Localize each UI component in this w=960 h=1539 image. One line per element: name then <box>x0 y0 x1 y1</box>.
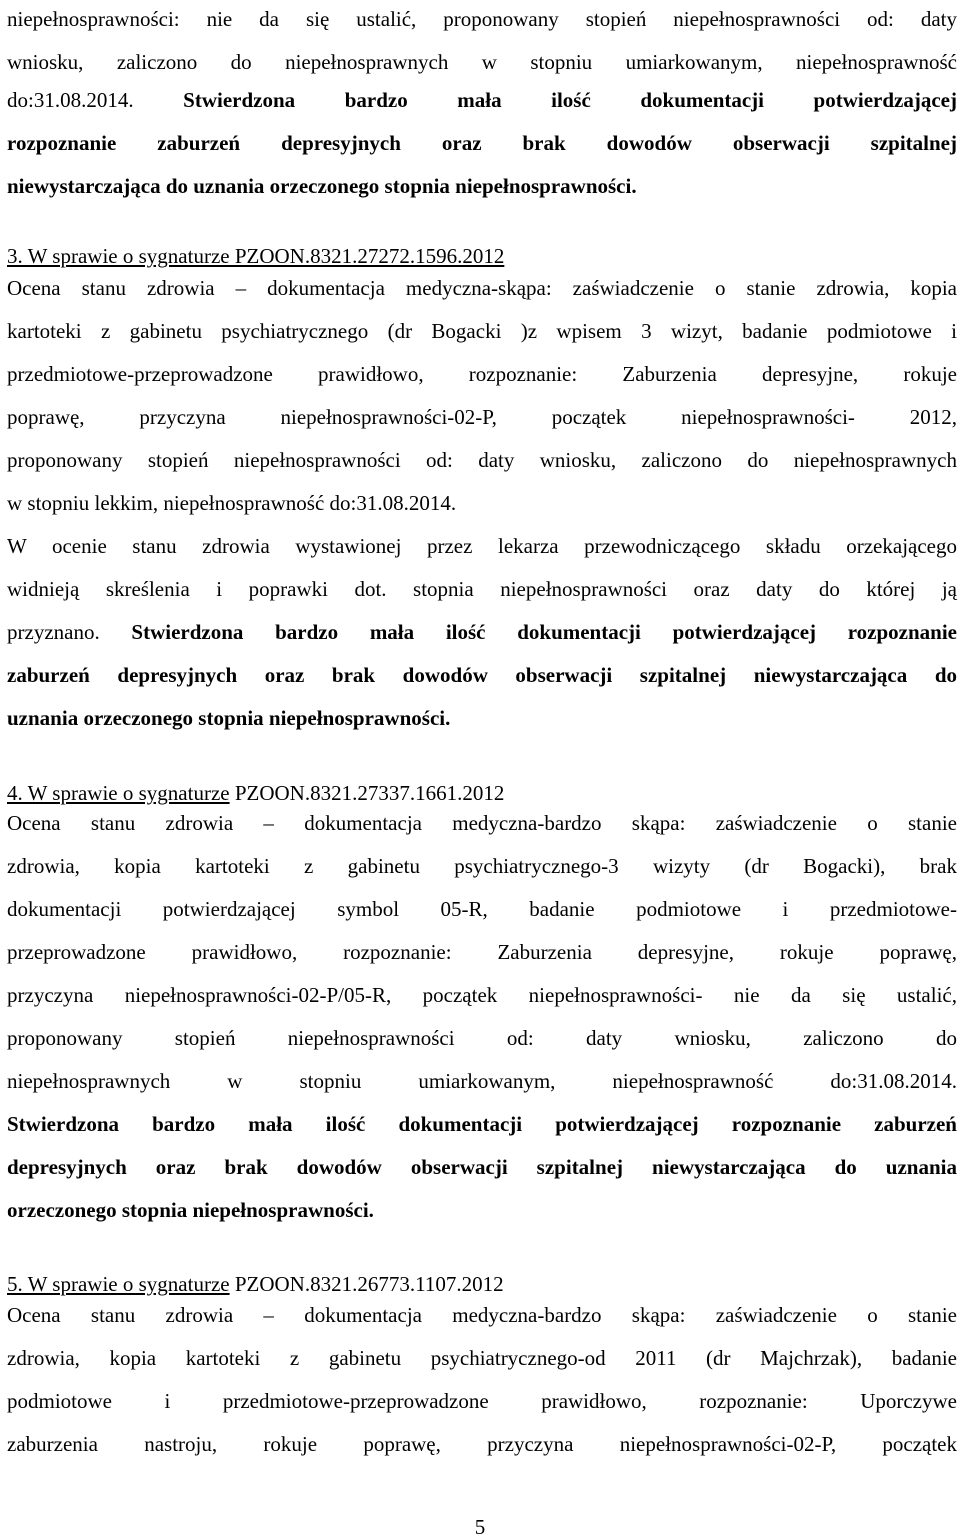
text-line: Ocena stanu zdrowia – dokumentacja medyczna-skąpa: zaświadczenie o stanie zdrowia, kopia <box>7 276 957 300</box>
text-line: podmiotowe i przedmiotowe-przeprowadzone prawidłowo, rozpoznanie: Uporczywe <box>7 1389 957 1413</box>
text-line <box>7 88 957 112</box>
emphasis-text: Stwierdzona bardzo mała ilość dokumentacji potwierdzającej rozpoznanie <box>131 620 958 644</box>
section-heading-link[interactable]: 4. W sprawie o sygnaturze <box>7 781 230 805</box>
text-line <box>7 620 957 644</box>
text-line: niepełnosprawności: nie da się ustalić, proponowany stopień niepełnosprawności od: daty <box>7 7 957 31</box>
text-line: przeprowadzone prawidłowo, rozpoznanie: Zaburzenia depresyjne, rokuje poprawę, <box>7 940 957 964</box>
text-line: Ocena stanu zdrowia – dokumentacja medyczna-bardzo skąpa: zaświadczenie o stanie <box>7 811 957 835</box>
text-line: widnieją skreślenia i poprawki dot. stopnia niepełnosprawności oraz daty do której ją <box>7 577 957 601</box>
section-heading[interactable]: 3. W sprawie o sygnaturze PZOON.8321.27272.1596.2012 <box>7 244 505 268</box>
section-heading-link[interactable]: 5. W sprawie o sygnaturze <box>7 1272 230 1296</box>
text-line: dokumentacji potwierdzającej symbol 05-R, badanie podmiotowe i przedmiotowe- <box>7 897 957 921</box>
text-line: poprawę, przyczyna niepełnosprawności-02-P, początek niepełnosprawności- 2012, <box>7 405 957 429</box>
section-heading <box>7 1272 504 1296</box>
text-line: zdrowia, kopia kartoteki z gabinetu psychiatrycznego-3 wizyty (dr Bogacki), brak <box>7 854 957 878</box>
text-line: proponowany stopień niepełnosprawności od: daty wniosku, zaliczono do <box>7 1026 957 1050</box>
text-line: Ocena stanu zdrowia – dokumentacja medyczna-bardzo skąpa: zaświadczenie o stanie <box>7 1303 957 1327</box>
text-segment: do:31.08.2014. <box>7 88 134 112</box>
emphasis-line: uznania orzeczonego stopnia niepełnosprawności. <box>7 706 451 730</box>
text-line: przedmiotowe-przeprowadzone prawidłowo, rozpoznanie: Zaburzenia depresyjne, rokuje <box>7 362 957 386</box>
emphasis-line: orzeczonego stopnia niepełnosprawności. <box>7 1198 374 1222</box>
section-signature: PZOON.8321.26773.1107.2012 <box>234 1272 504 1296</box>
text-line: proponowany stopień niepełnosprawności od: daty wniosku, zaliczono do niepełnosprawnych <box>7 448 957 472</box>
emphasis-line: depresyjnych oraz brak dowodów obserwacji szpitalnej niewystarczająca do uznania <box>7 1155 957 1179</box>
emphasis-line: niewystarczająca do uznania orzeczonego stopnia niepełnosprawności. <box>7 174 637 198</box>
text-line: zdrowia, kopia kartoteki z gabinetu psychiatrycznego-od 2011 (dr Majchrzak), badanie <box>7 1346 957 1370</box>
emphasis-line: zaburzeń depresyjnych oraz brak dowodów obserwacji szpitalnej niewystarczająca do <box>7 663 957 687</box>
emphasis-line: Stwierdzona bardzo mała ilość dokumentacji potwierdzającej rozpoznanie zaburzeń <box>7 1112 957 1136</box>
section-signature: PZOON.8321.27337.1661.2012 <box>234 781 505 805</box>
text-line: przyczyna niepełnosprawności-02-P/05-R, początek niepełnosprawności- nie da się ustalić, <box>7 983 957 1007</box>
emphasis-text: Stwierdzona bardzo mała ilość dokumentacji potwierdzającej <box>183 88 958 112</box>
text-line: kartoteki z gabinetu psychiatrycznego (dr Bogacki )z wpisem 3 wizyt, badanie podmiotowe i <box>7 319 957 343</box>
page-number: 5 <box>474 1515 486 1539</box>
text-line: niepełnosprawnych w stopniu umiarkowanym, niepełnosprawność do:31.08.2014. <box>7 1069 957 1093</box>
text-line: zaburzenia nastroju, rokuje poprawę, przyczyna niepełnosprawności-02-P, początek <box>7 1432 957 1456</box>
text-line: W ocenie stanu zdrowia wystawionej przez lekarza przewodniczącego składu orzekającego <box>7 534 957 558</box>
text-line: w stopniu lekkim, niepełnosprawność do:31.08.2014. <box>7 491 457 515</box>
text-segment: przyznano. <box>7 620 100 644</box>
text-line: wniosku, zaliczono do niepełnosprawnych w stopniu umiarkowanym, niepełnosprawność <box>7 50 957 74</box>
emphasis-line: rozpoznanie zaburzeń depresyjnych oraz brak dowodów obserwacji szpitalnej <box>7 131 957 155</box>
section-heading <box>7 781 504 805</box>
